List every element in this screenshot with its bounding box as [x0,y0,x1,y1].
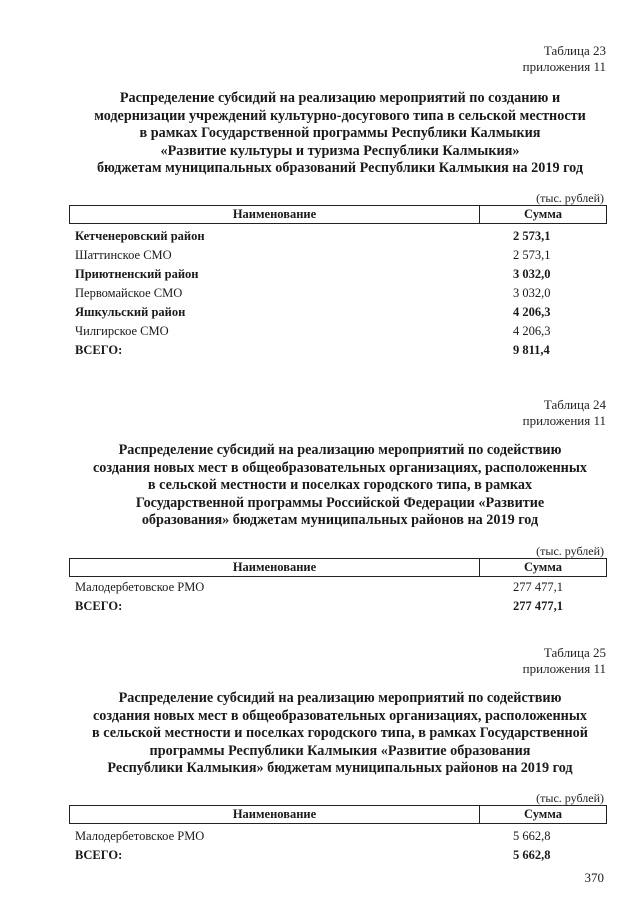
title-line: Распределение субсидий на реализацию мероприятий по содействию [118,690,562,706]
table-row [69,322,607,341]
row-name: ВСЕГО: [75,599,123,613]
table-23 [69,205,607,360]
row-sum: 2 573,1 [513,229,551,243]
title-line: Государственной программы Российской Федерации «Развитие [135,494,545,511]
table-row [69,284,607,303]
row-name: Первомайское СМО [75,286,183,300]
header-name: Наименование [70,806,480,823]
table-23-caption [523,43,606,75]
table-number: Таблица 23 [543,43,606,58]
title-line: в сельской местности и поселках городского типа, в рамках [147,477,533,494]
unit-label: (тыс. рублей) [536,544,604,558]
row-name: Малодербетовское РМО [75,580,205,594]
header-sum: Сумма [524,207,562,221]
title-line: в сельской местности и поселках городского типа, в рамках Государственной [92,725,588,742]
table-header [69,558,607,577]
title-line: программы Республики Калмыкия «Развитие образования [149,742,531,759]
title-line: в рамках Государственной программы Республики Калмыкия [139,125,541,142]
row-name: Яшкульский район [75,305,186,319]
header-name: Наименование [70,206,480,223]
header-name: Наименование [70,559,480,576]
row-sum: 5 662,8 [513,829,551,843]
table-row [69,227,607,246]
table-row-total [69,341,607,360]
table-row [69,827,607,846]
row-name: Приютненский район [75,267,199,281]
row-name: ВСЕГО: [75,848,123,862]
table-row [69,303,607,322]
table-header [69,205,607,224]
title-line: Республики Калмыкия» бюджетам муниципальных районов на 2019 год [107,760,573,777]
title-line: образования» бюджетам муниципальных районов на 2019 год [141,512,539,529]
page-number: 370 [584,870,604,885]
row-sum: 9 811,4 [513,343,550,357]
row-name: Шаттинское СМО [75,248,172,262]
title-line: бюджетам муниципальных образований Республики Калмыкия на 2019 год [96,160,584,177]
row-sum: 3 032,0 [513,267,551,281]
table-25-title [40,690,640,778]
row-sum: 5 662,8 [513,848,551,862]
title-line: «Развитие культуры и туризма Республики Калмыкия» [160,142,520,159]
row-name: Малодербетовское РМО [75,829,205,843]
row-sum: 2 573,1 [513,248,551,262]
table-row-total [69,597,607,616]
table-24-title [40,442,640,530]
unit-label: (тыс. рублей) [536,191,604,205]
table-row [69,265,607,284]
table-number: Таблица 25 [543,645,606,660]
appendix-reference: приложения 11 [522,661,606,676]
title-line: создания новых мест в общеобразовательных организациях, расположенных [93,707,587,724]
header-sum: Сумма [524,560,562,574]
row-name: ВСЕГО: [75,343,123,357]
header-sum: Сумма [524,807,562,821]
row-sum: 3 032,0 [513,286,551,300]
row-sum: 277 477,1 [513,599,563,613]
row-sum: 4 206,3 [513,324,551,338]
row-sum: 277 477,1 [513,580,563,594]
table-number: Таблица 24 [543,397,606,412]
title-line: Распределение субсидий на реализацию мероприятий по созданию и [119,90,561,106]
table-25 [69,805,607,865]
title-line: модернизации учреждений культурно-досугового типа в сельской местности [94,107,586,124]
table-row [69,246,607,265]
row-name: Чилгирское СМО [75,324,169,338]
table-24 [69,558,607,616]
table-23-title [40,90,640,178]
table-24-caption [523,397,606,429]
unit-label: (тыс. рублей) [536,791,604,805]
title-line: Распределение субсидий на реализацию мероприятий по содействию [118,442,562,458]
appendix-reference: приложения 11 [522,59,606,74]
appendix-reference: приложения 11 [522,413,606,428]
table-header [69,805,607,824]
table-row-total [69,846,607,865]
table-25-caption [523,645,606,677]
row-name: Кетченеровский район [75,229,205,243]
row-sum: 4 206,3 [513,305,551,319]
title-line: создания новых мест в общеобразовательных организациях, расположенных [93,459,587,476]
table-row [69,578,607,597]
